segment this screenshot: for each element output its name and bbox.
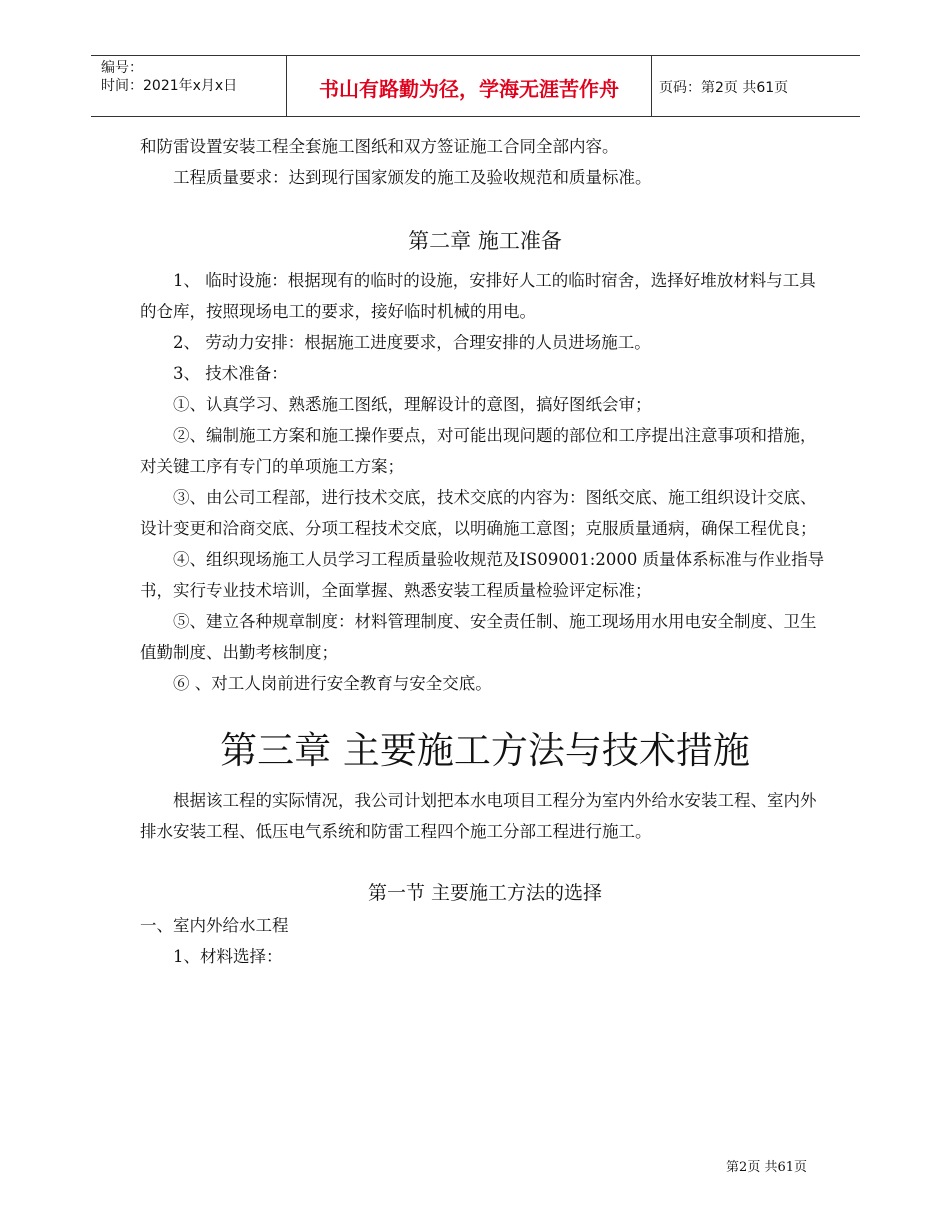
list-item: ②、编制施工方案和施工操作要点，对可能出现问题的部位和工序提出注意事项和措施，对关键工序有专门的单项施工方案； xyxy=(140,426,817,476)
chapter-3-title: 第三章 主要施工方法与技术措施 xyxy=(220,729,750,772)
chapter-2-title: 第二章 施工准备 xyxy=(408,229,562,253)
paragraph: 工程质量要求：达到现行国家颁发的施工及验收规范和质量标准。 xyxy=(173,168,652,187)
list-item: 3、 技术准备： xyxy=(173,364,288,383)
header-motto-cell xyxy=(286,56,652,116)
list-item: 2、 劳动力安排：根据施工进度要求，合理安排的人员进场施工。 xyxy=(173,333,651,352)
document-time-label: 时间：2021年x月x日 xyxy=(101,78,238,94)
list-item: ①、认真学习、熟悉施工图纸，理解设计的意图，搞好图纸会审； xyxy=(173,395,652,414)
header-meta xyxy=(91,56,286,116)
page-header xyxy=(91,55,860,117)
list-item: 1、 临时设施：根据现有的临时的设施，安排好人工的临时宿舍，选择好堆放材料与工具的仓库，按照现场电工的要求，接好临时机械的用电。 xyxy=(140,271,816,321)
list-item: 1、材料选择： xyxy=(173,947,283,966)
page-footer: 第2页 共61页 xyxy=(726,1160,807,1175)
header-page-cell xyxy=(650,56,860,116)
paragraph: 和防雷设置安装工程全套施工图纸和双方签证施工合同全部内容。 xyxy=(140,137,619,156)
header-motto: 书山有路勤为径，学海无涯苦作舟 xyxy=(319,77,619,101)
document-number-label: 编号： xyxy=(101,60,143,76)
list-item: ⑤、建立各种规章制度：材料管理制度、安全责任制、施工现场用水用电安全制度、卫生值勤制度、出勤考核制度； xyxy=(140,612,817,662)
document-body xyxy=(140,131,830,972)
subsection-heading: 一、室内外给水工程 xyxy=(140,916,289,935)
list-item: ③、由公司工程部，进行技术交底，技术交底的内容为：图纸交底、施工组织设计交底、设计变更和洽商交底、分项工程技术交底，以明确施工意图；克服质量通病，确保工程优良； xyxy=(140,488,817,538)
header-page-info: 页码：第2页 共61页 xyxy=(659,80,789,96)
list-item: ④、组织现场施工人员学习工程质量验收规范及IS09001:2000 质量体系标准与作业指导书，实行专业技术培训，全面掌握、熟悉安装工程质量检验评定标准； xyxy=(140,550,825,600)
list-item: ⑥ 、对工人岗前进行安全教育与安全交底。 xyxy=(173,674,492,693)
paragraph: 根据该工程的实际情况，我公司计划把本水电项目工程分为室内外给水安装工程、室内外排水安装工程、低压电气系统和防雷工程四个施工分部工程进行施工。 xyxy=(140,791,817,841)
section-1-title: 第一节 主要施工方法的选择 xyxy=(367,882,603,904)
